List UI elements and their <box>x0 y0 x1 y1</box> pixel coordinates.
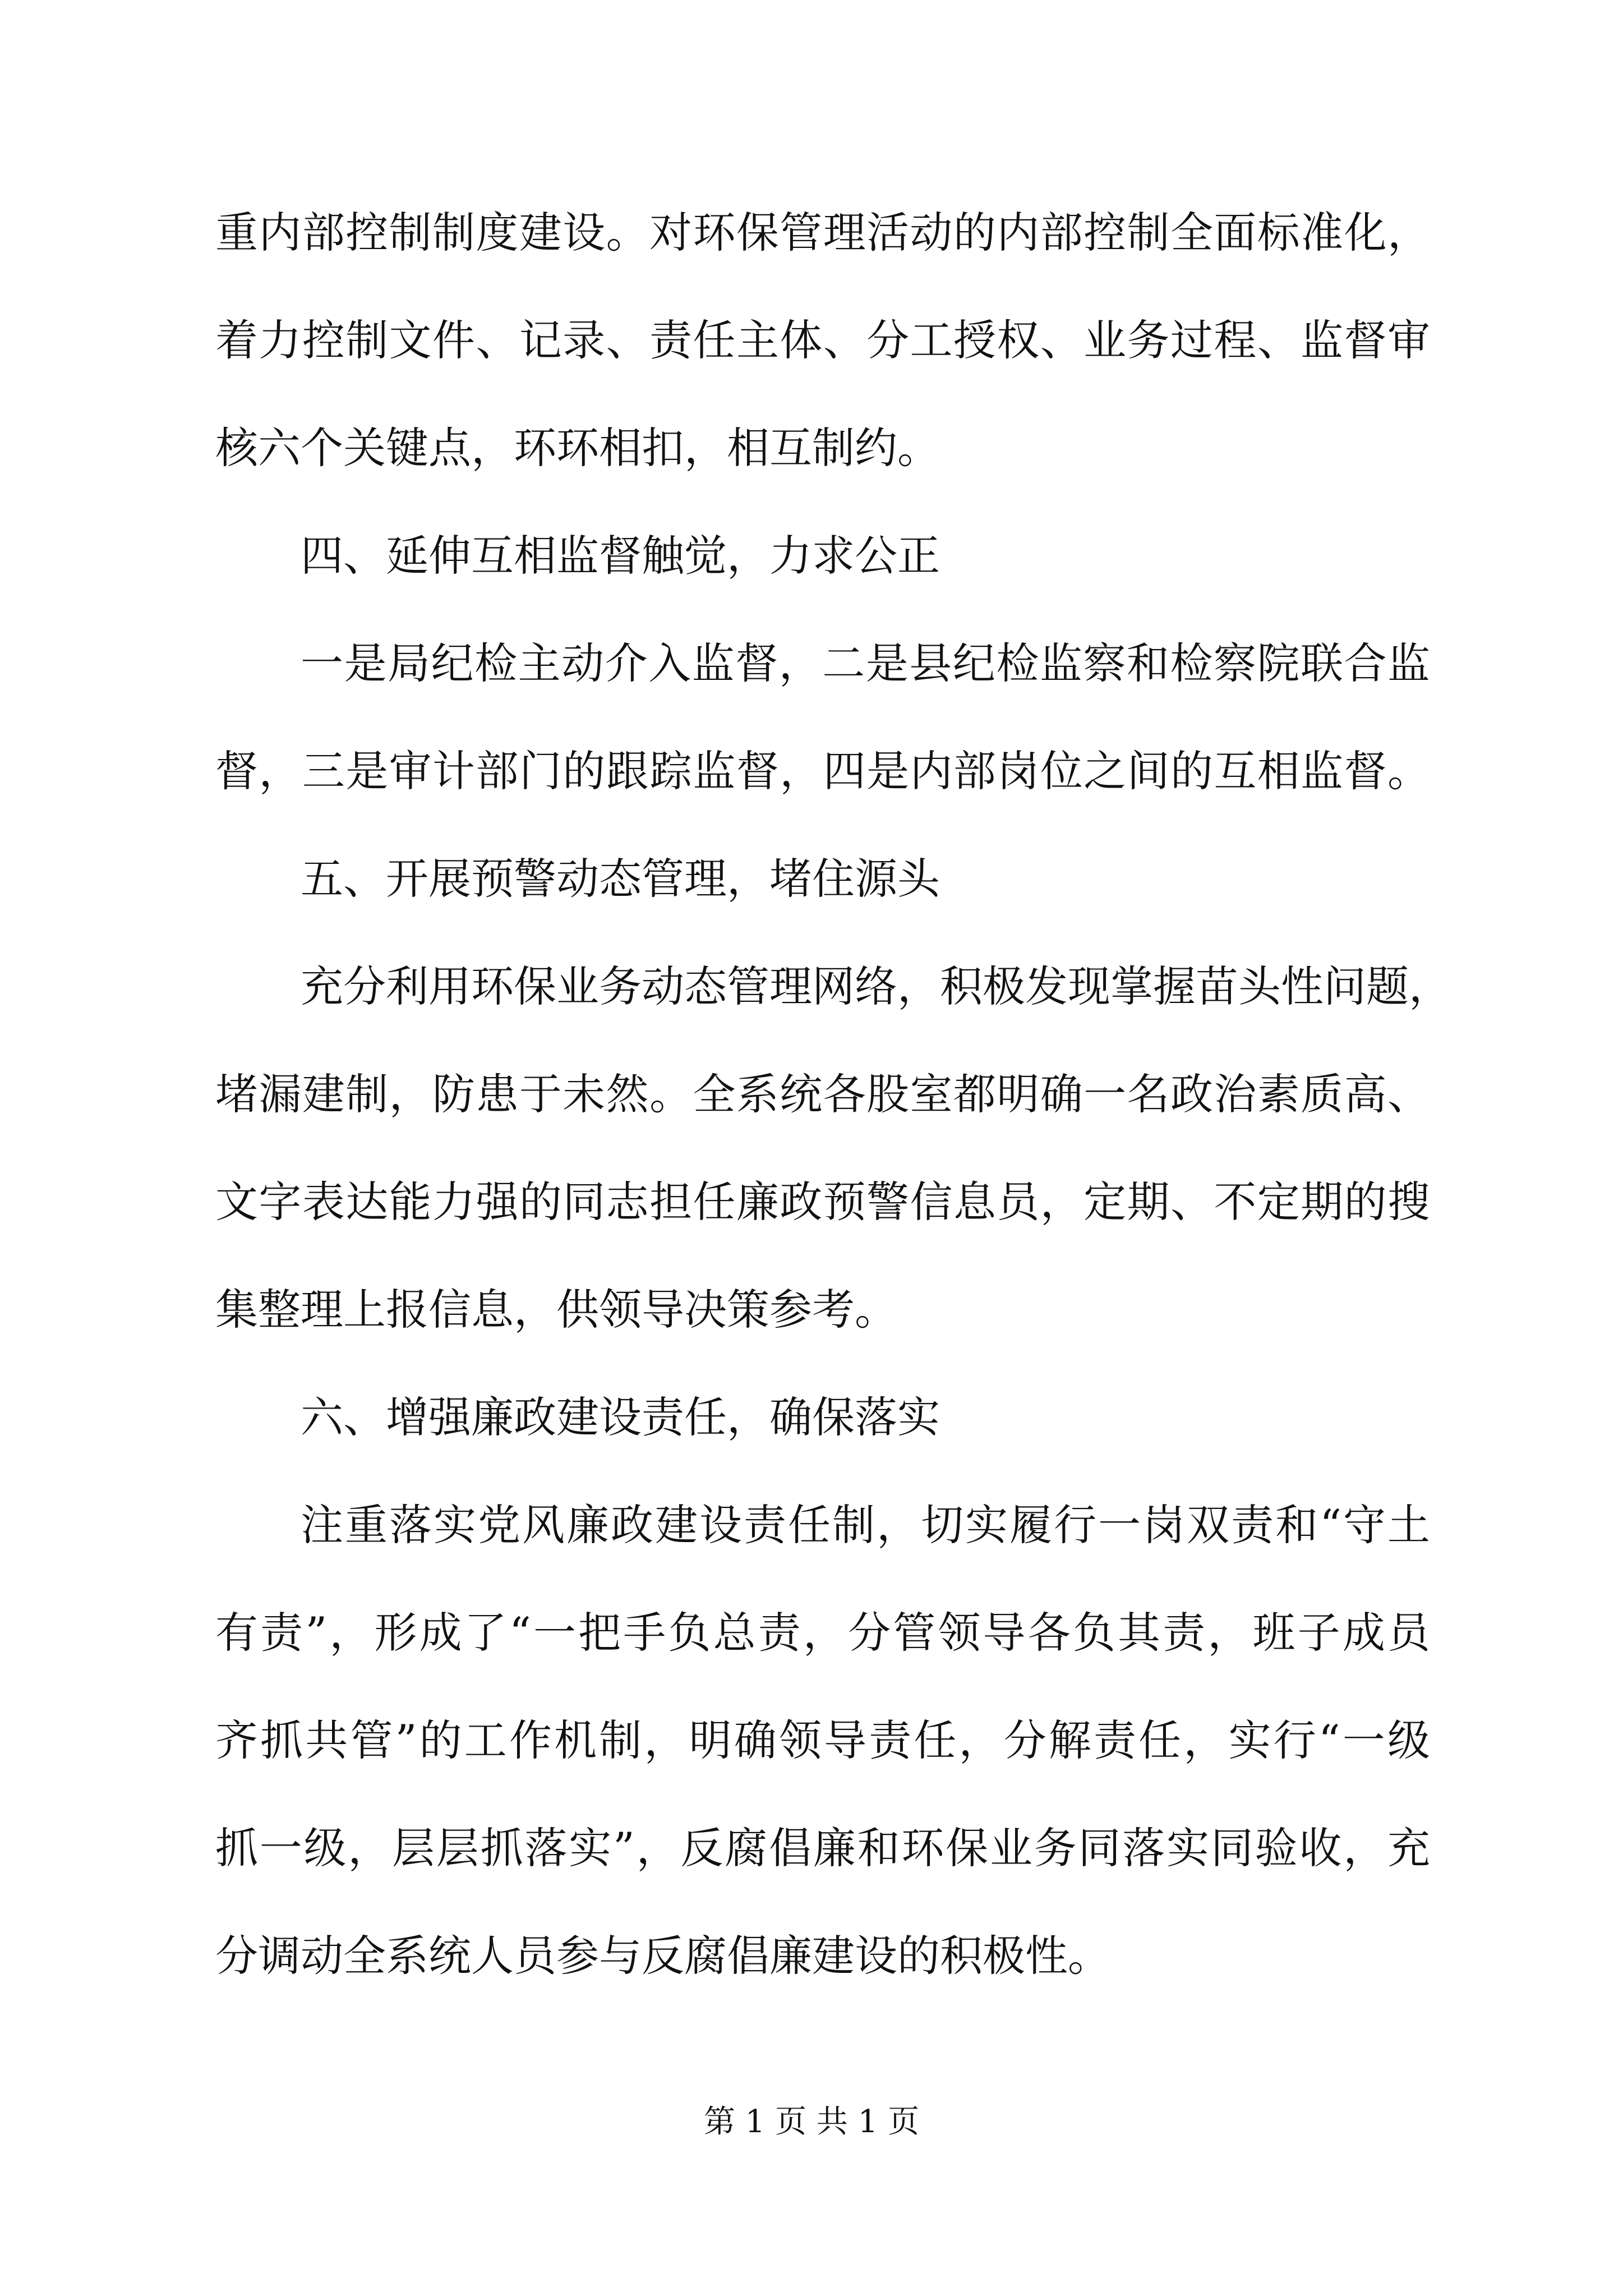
text-line: 核六个关键点，环环相扣，相互制约。 <box>215 423 940 473</box>
text-line: 充分利用环保业务动态管理网络，积极发现掌握苗头性问题， <box>301 961 1451 1011</box>
text-line: 重内部控制制度建设。对环保管理活动的内部控制全面标准化， <box>215 208 1430 257</box>
section-heading-4: 四、延伸互相监督触觉，力求公正 <box>301 531 940 581</box>
text-line: 有责”，形成了“一把手负总责，分管领导各负其责，班子成员 <box>215 1608 1430 1658</box>
text-line: 一是局纪检主动介入监督，二是县纪检监察和检察院联合监 <box>301 638 1430 688</box>
text-line: 堵漏建制，防患于未然。全系统各股室都明确一名政治素质高、 <box>215 1069 1430 1119</box>
text-line: 着力控制文件、记录、责任主体、分工授权、业务过程、监督审 <box>215 315 1430 365</box>
text-line: 文字表达能力强的同志担任廉政预警信息员，定期、不定期的搜 <box>215 1177 1430 1227</box>
section-heading-5: 五、开展预警动态管理，堵住源头 <box>301 854 940 904</box>
text-line: 齐抓共管”的工作机制，明确领导责任，分解责任，实行“一级 <box>215 1715 1430 1765</box>
section-heading-6: 六、增强廉政建设责任，确保落实 <box>301 1392 940 1442</box>
text-line: 集整理上报信息，供领导决策参考。 <box>215 1285 897 1335</box>
text-line: 分调动全系统人员参与反腐倡廉建设的积极性。 <box>215 1931 1110 1981</box>
text-line: 注重落实党风廉政建设责任制，切实履行一岗双责和“守土 <box>301 1500 1430 1550</box>
text-line: 督，三是审计部门的跟踪监督，四是内部岗位之间的互相监督。 <box>215 746 1430 796</box>
text-line: 抓一级，层层抓落实”，反腐倡廉和环保业务同落实同验收，充 <box>215 1823 1430 1873</box>
page-number-footer: 第 1 页 共 1 页 <box>703 2104 920 2140</box>
